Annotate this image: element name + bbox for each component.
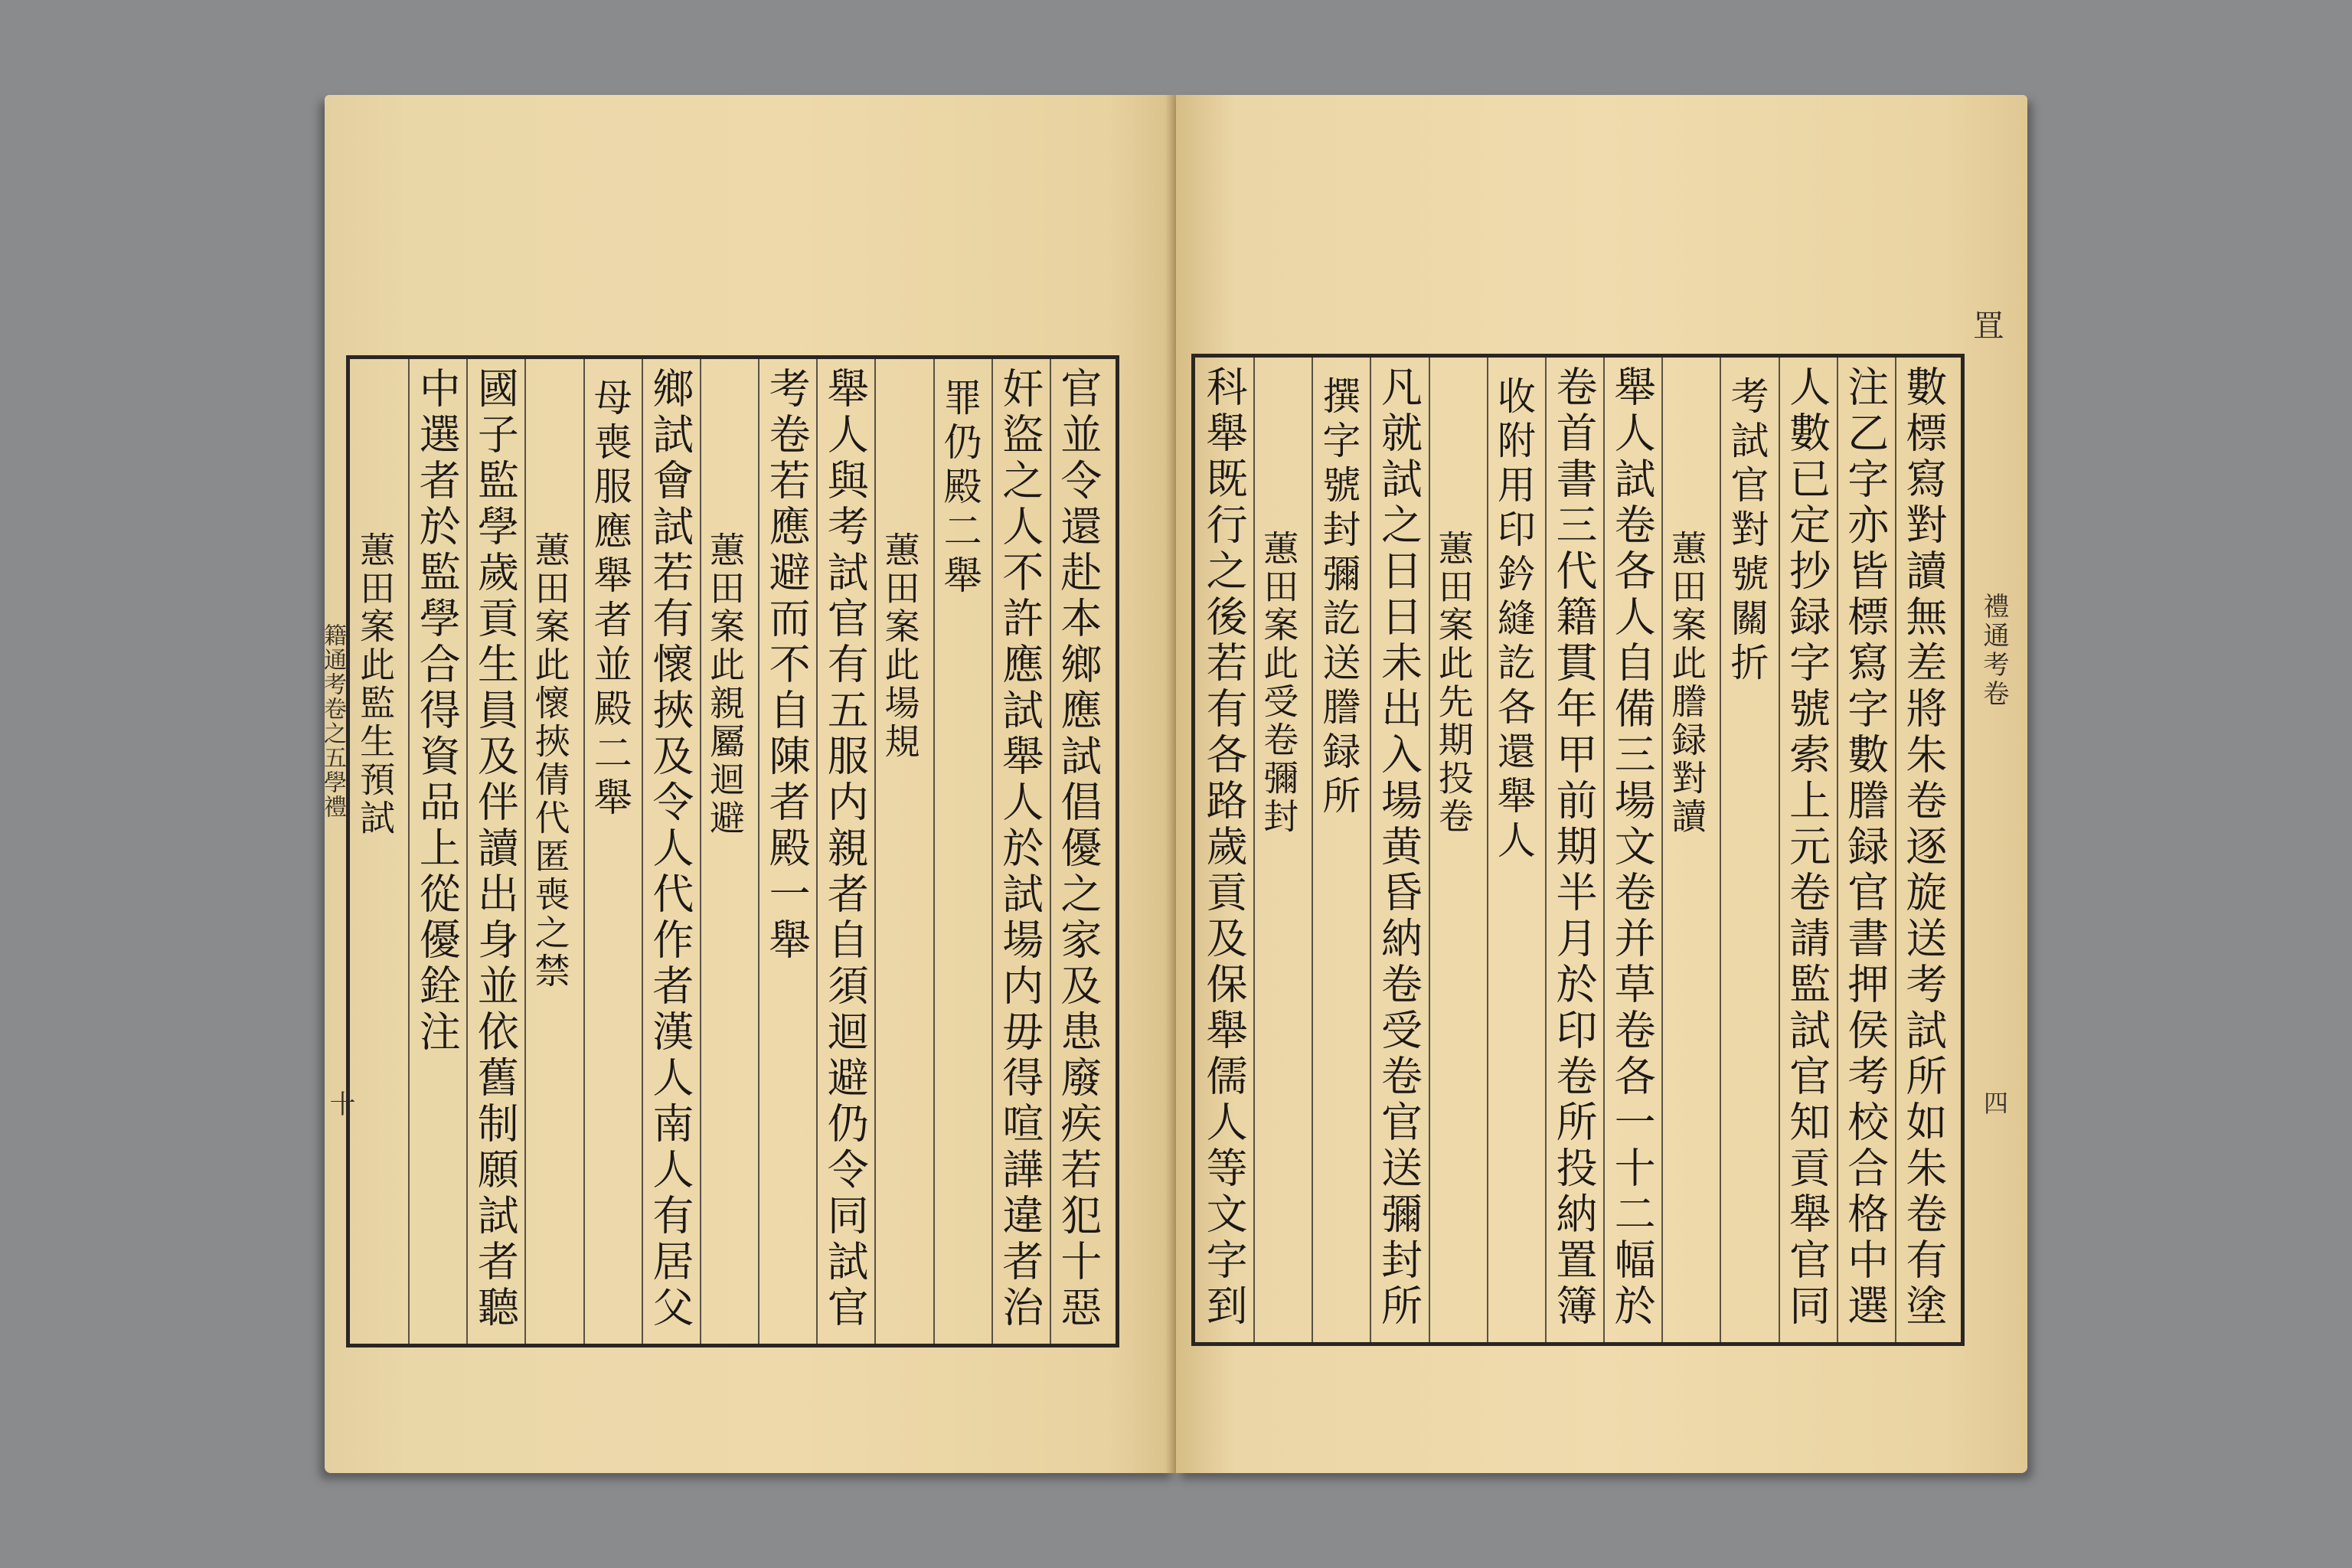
right-page-text-column: 蕙田案此謄録對讀 (1666, 530, 1708, 836)
right-page-text-column: 科舉既行之後若有各路歲貢及保舉儒人等文字到 (1200, 365, 1249, 1330)
right-page-column-rule (1779, 358, 1780, 1342)
right-page-text-column: 卷首書三代籍貫年甲前期半月於印卷所投納置簿 (1550, 365, 1598, 1330)
right-page-column-rule (1837, 358, 1838, 1342)
right-page-text-column: 考試官對號關折 (1724, 376, 1769, 687)
right-page-text-column: 蕙田案此先期投卷 (1432, 530, 1475, 836)
right-page-text-column: 舉人試卷各人自備三場文卷并草卷各一十二幅於 (1608, 365, 1657, 1330)
right-page-text-column: 撰字號封彌訖送謄録所 (1316, 376, 1361, 820)
right-page-text-column: 注乙字亦皆標寫字數謄録官書押侯考校合格中選 (1841, 365, 1890, 1330)
right-page-text-frame (1191, 354, 1965, 1346)
left-page-text-column: 鄉試會試若有懷挾及令人代作者漢人南人有居父 (645, 367, 694, 1331)
left-page-text-column: 母喪服應舉者並殿二舉 (587, 377, 632, 822)
right-page-column-rule (1661, 358, 1663, 1342)
left-page-text-column: 考卷若應避而不自陳者殿一舉 (763, 367, 812, 964)
left-page-column-rule (816, 359, 818, 1344)
left-page-text-column: 蕙田案此親屬迴避 (704, 531, 746, 838)
left-page-column-rule (933, 359, 935, 1344)
left-page-text-column: 蕙田案此監生預試 (354, 531, 397, 838)
right-page-column-rule (1545, 358, 1547, 1342)
left-page-text-column: 中選者於監學合得資品上從優銓注 (413, 367, 462, 1056)
left-page-column-rule (642, 359, 643, 1344)
right-page-column-rule (1487, 358, 1488, 1342)
left-page-column-rule (524, 359, 526, 1344)
right-page-column-rule (1429, 358, 1430, 1342)
left-page-column-rule (408, 359, 410, 1344)
right-page-text-column: 凡就試之日日未出入場黄昏納卷受卷官送彌封所 (1374, 365, 1423, 1330)
left-page-column-rule (991, 359, 993, 1344)
left-page-column-rule (583, 359, 585, 1344)
left-page-text-column: 官並令還赴本鄉應試倡優之家及患廢疾若犯十惡 (1054, 367, 1102, 1331)
right-page-top-mark: 罝 (1968, 309, 2004, 340)
left-page-column-rule (466, 359, 468, 1344)
right-page-column-rule (1253, 358, 1255, 1342)
right-page-text-column: 數標寫對讀無差將朱卷逐旋送考試所如朱卷有塗 (1899, 365, 1948, 1330)
left-page-margin-page-number: 十 (325, 1090, 355, 1116)
left-page-text-column: 蕙田案此場規 (879, 531, 921, 761)
right-page-column-rule (1312, 358, 1313, 1342)
left-page-column-rule (700, 359, 701, 1344)
left-page-column-rule (1050, 359, 1051, 1344)
left-page-text-column: 舉人與考試官有五服内親者自須迴避仍令同試官 (821, 367, 870, 1331)
left-page (319, 95, 1176, 1473)
right-page-column-rule (1720, 358, 1721, 1342)
left-page-column-rule (874, 359, 876, 1344)
left-page-text-column: 國子監學歲貢生員及伴讀出身並依舊制願試者聽 (471, 367, 520, 1331)
right-page-text-column: 蕙田案此受卷彌封 (1258, 530, 1300, 836)
left-page-column-rule (758, 359, 760, 1344)
right-page-text-column: 收附用印鈐縫訖各還舉人 (1491, 376, 1536, 864)
left-page-text-column: 蕙田案此懷挾倩代匿喪之禁 (529, 531, 571, 991)
left-page-text-column: 奸盜之人不許應試舉人於試場内毋得喧譁違者治 (995, 367, 1044, 1331)
right-page-column-rule (1895, 358, 1896, 1342)
right-page (1176, 95, 2027, 1473)
right-page-margin-title: 禮通考卷 (1978, 593, 2009, 709)
right-page-text-column: 人數已定抄録字號索上元卷請監試官知貢舉官同 (1782, 365, 1831, 1330)
right-page-column-rule (1370, 358, 1371, 1342)
right-page-column-rule (1603, 358, 1605, 1342)
left-page-text-column: 罪仍殿二舉 (937, 377, 982, 599)
right-page-margin-page-number: 四 (1980, 1090, 2009, 1115)
left-page-margin-title: 籍通考卷之五學禮 (319, 623, 346, 819)
left-page-text-frame (346, 355, 1119, 1348)
